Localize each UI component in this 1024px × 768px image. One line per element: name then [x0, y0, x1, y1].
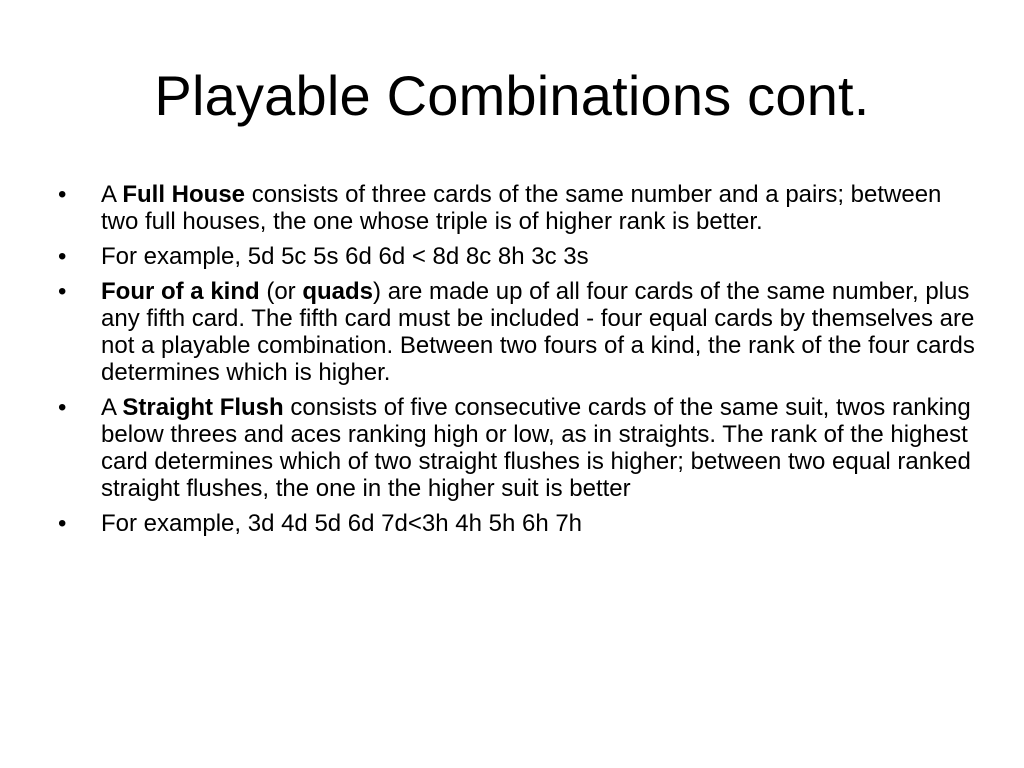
bold-term-full-house: Full House	[122, 181, 246, 208]
bullet-marker: •	[58, 181, 67, 208]
bullet-straight-flush-example	[56, 510, 976, 537]
bold-term-four-of-a-kind: Four of a kind	[101, 278, 260, 305]
bullet-text: consists of five consecutive cards of the same suit, twos ranking below threes and aces ranking high or low, as in straights. The rank of the highest card determines which of two straight flushes is higher; between two equal ranked straight flushes, the one in the higher suit is better	[101, 394, 971, 502]
bullet-marker: •	[58, 394, 67, 421]
bullet-full-house-example	[56, 243, 976, 270]
bullet-text: (or	[259, 278, 303, 305]
bullet-full-house	[56, 181, 976, 235]
bullet-text: For example, 5d 5c 5s 6d 6d < 8d 8c 8h 3c 3s	[101, 243, 589, 270]
bullet-marker: •	[58, 243, 67, 270]
bullet-text: A	[101, 181, 123, 208]
bullet-four-of-a-kind	[56, 278, 976, 386]
bold-term-quads: quads	[302, 278, 374, 305]
bullet-text: ) are made up of all four cards of the same number, plus any fifth card. The fifth card must be included - four equal cards by themselves are not a playable combination. Between two fours of a kind, the rank of the four cards determines which is higher.	[101, 278, 975, 386]
bullet-text: consists of three cards of the same number and a pairs; between two full houses, the one whose triple is of higher rank is better.	[101, 181, 942, 235]
slide-title: Playable Combinations cont.	[154, 64, 870, 127]
bullet-marker: •	[58, 510, 67, 537]
bullet-list	[56, 181, 976, 545]
bullet-text: For example, 3d 4d 5d 6d 7d<3h 4h 5h 6h 7h	[101, 510, 583, 537]
bullet-marker: •	[58, 278, 67, 305]
bold-term-straight-flush: Straight Flush	[122, 394, 284, 421]
bullet-text: A	[101, 394, 123, 421]
bullet-straight-flush	[56, 394, 976, 502]
